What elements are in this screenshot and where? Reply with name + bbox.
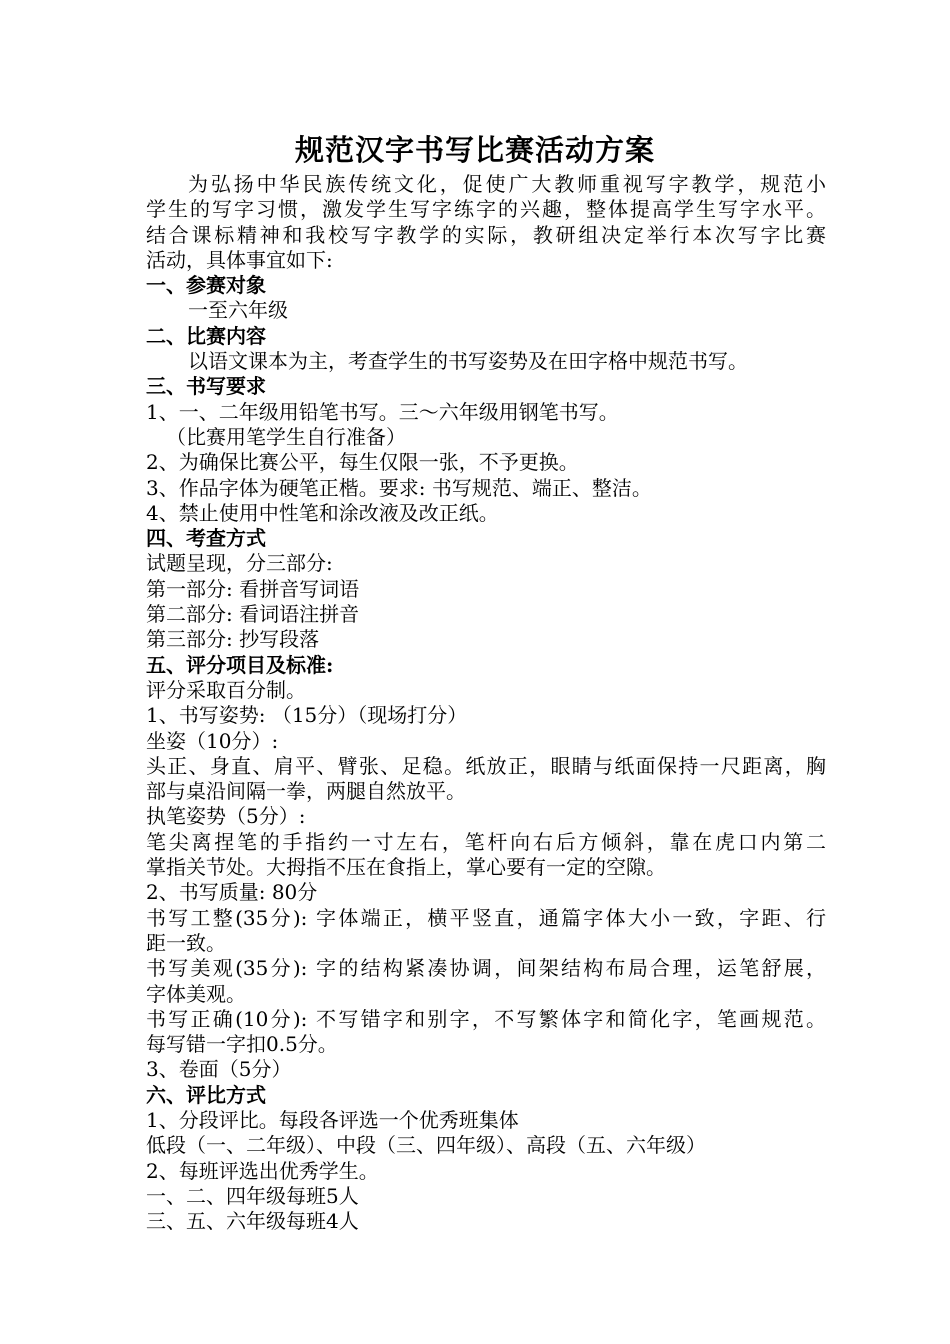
body-line: 书写美观(35分): 字的结构紧凑协调，间架结构布局合理，运笔舒展， xyxy=(146,956,826,981)
body-line: 1、书写姿势: （15分）（现场打分） xyxy=(146,703,468,728)
body-line: 三、五、六年级每班4人 xyxy=(146,1209,359,1234)
body-line: 活动，具体事宜如下: xyxy=(146,247,333,272)
section-heading: 六、评比方式 xyxy=(146,1082,266,1107)
section-heading: 二、比赛内容 xyxy=(146,323,266,348)
section-heading: 五、评分项目及标准: xyxy=(146,652,334,677)
body-line: 头正、身直、肩平、臂张、足稳。纸放正，眼睛与纸面保持一尺距离，胸 xyxy=(146,753,826,778)
body-line: 执笔姿势（5分）: xyxy=(146,804,306,829)
section-heading: 三、书写要求 xyxy=(146,374,266,399)
body-line: 书写工整(35分): 字体端正，横平竖直，通篇字体大小一致，字距、行 xyxy=(146,905,826,930)
body-line: 部与桌沿间隔一拳，两腿自然放平。 xyxy=(146,779,466,804)
document-title: 规范汉字书写比赛活动方案 xyxy=(294,133,655,167)
body-line: 低段（一、二年级）、中段（三、四年级）、高段（五、六年级） xyxy=(146,1133,706,1158)
body-line: 每写错一字扣0.5分。 xyxy=(146,1032,338,1057)
body-line: 第一部分: 看拼音写词语 xyxy=(146,576,360,601)
body-line: 1、分段评比。每段各评选一个优秀班集体 xyxy=(146,1107,519,1132)
body-line: 笔尖离捏笔的手指约一寸左右，笔杆向右后方倾斜，靠在虎口内第二 xyxy=(146,829,826,854)
body-line: 2、为确保比赛公平，每生仅限一张，不予更换。 xyxy=(146,450,579,475)
body-line: 距一致。 xyxy=(146,930,226,955)
body-line: 2、每班评选出优秀学生。 xyxy=(146,1158,379,1183)
body-line: 评分采取百分制。 xyxy=(146,677,306,702)
body-line: 结合课标精神和我校写字教学的实际，教研组决定举行本次写字比赛 xyxy=(146,222,826,247)
body-line: 3、卷面（5分） xyxy=(146,1057,292,1082)
body-line: 2、书写质量: 80分 xyxy=(146,880,318,905)
body-line: 1、一、二年级用铅笔书写。三～六年级用钢笔书写。 xyxy=(146,399,619,424)
document-body xyxy=(146,172,826,1234)
body-line: 一、二、四年级每班5人 xyxy=(146,1183,359,1208)
body-line: 4、禁止使用中性笔和涂改液及改正纸。 xyxy=(146,500,499,525)
body-line: 坐姿（10分）: xyxy=(146,728,279,753)
body-line: （比赛用笔学生自行准备） xyxy=(166,424,406,449)
body-line: 第二部分: 看词语注拼音 xyxy=(146,602,360,627)
body-line: 试题呈现，分三部分: xyxy=(146,551,333,576)
section-heading: 四、考查方式 xyxy=(146,526,266,551)
body-line: 字体美观。 xyxy=(146,981,246,1006)
body-line: 学生的写字习惯，激发学生写字练字的兴趣，整体提高学生写字水平。 xyxy=(146,197,826,222)
body-line: 以语文课本为主，考查学生的书写姿势及在田字格中规范书写。 xyxy=(188,349,748,374)
body-line: 第三部分: 抄写段落 xyxy=(146,627,320,652)
body-line: 3、作品字体为硬笔正楷。要求: 书写规范、端正、整洁。 xyxy=(146,475,652,500)
body-line: 书写正确(10分): 不写错字和别字，不写繁体字和简化字，笔画规范。 xyxy=(146,1006,826,1031)
section-heading: 一、参赛对象 xyxy=(146,273,266,298)
body-line: 一至六年级 xyxy=(188,298,288,323)
body-line: 掌指关节处。大拇指不压在食指上，掌心要有一定的空隙。 xyxy=(146,855,666,880)
body-line: 为弘扬中华民族传统文化，促使广大教师重视写字教学，规范小 xyxy=(188,172,826,196)
